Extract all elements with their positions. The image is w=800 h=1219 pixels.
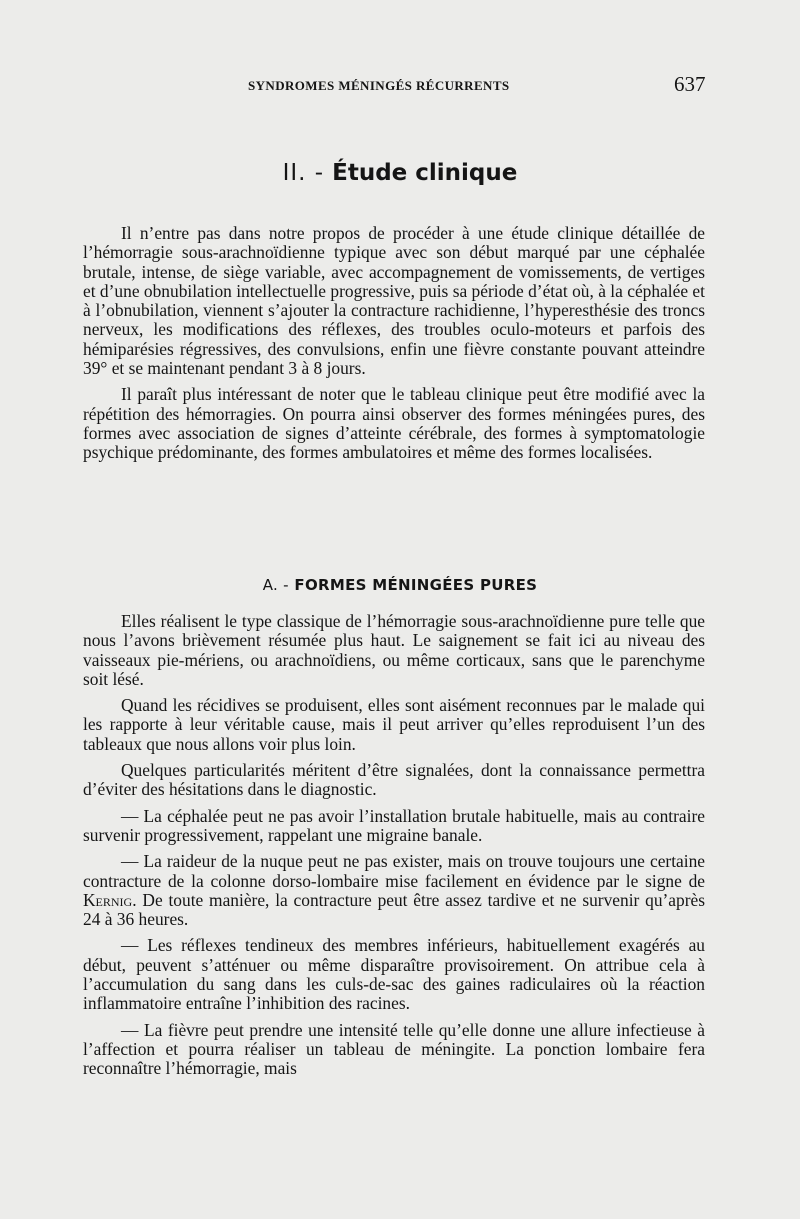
subsection-heading — [0, 576, 800, 594]
author-name: Kernig — [83, 889, 133, 910]
section-number: II. - — [282, 160, 325, 186]
subsection-letter: A. - — [262, 576, 289, 594]
paragraph: — La céphalée peut ne pas avoir l’installation brutale habituelle, mais au contraire survenir progressivement, rappelant une migraine banale. — [83, 805, 705, 845]
paragraph: — La fièvre peut prendre une intensité telle qu’elle donne une allure infectieuse à l’affection et pourra réaliser un tableau de méningite. La ponction lombaire fera reconnaître l’hémorragie, mais — [83, 1019, 705, 1079]
paragraph: Quelques particularités méritent d’être signalées, dont la connaissance permettra d’éviter des hésitations dans le diagnostic. — [83, 760, 705, 800]
paragraph — [83, 852, 705, 929]
running-head — [0, 72, 800, 96]
paragraph: Elles réalisent le type classique de l’hémorragie sous-arachnoïdienne pure telle que nous l’avons brièvement résumée plus haut. Le saignement se fait ici au niveau des vaisseaux pie-mériens, ou arachnoïdiens, ou même corticaux, sans que le parenchyme soit lésé. — [83, 611, 705, 689]
page-number: 637 — [674, 72, 706, 96]
subsection-title: FORMES MÉNINGÉES PURES — [294, 576, 538, 594]
subsection-text — [83, 612, 705, 1079]
text-run: — La raideur de la nuque peut ne pas exister, mais on trouve toujours une certaine contracture de la colonne dorso-lombaire mise facilement en évidence par le signe de — [83, 851, 705, 891]
intro-text — [83, 224, 705, 463]
paragraph: Il n’entre pas dans notre propos de procéder à une étude clinique détaillée de l’hémorragie sous-arachnoïdienne typique avec son début marqué par une céphalée brutale, intense, de siège variable, avec accompagnement de vomissements, de vertiges et d’une obnubilation intellectuelle progressive, puis sa période d’état où, à la céphalée et à l’obnubilation, viennent s’ajouter la contracture rachidienne, l’hyperesthésie des troncs nerveux, les modifications des réflexes, des troubles oculo-moteurs et parfois des hémiparésies régressives, des convulsions, enfin une fièvre constante pouvant atteindre 39° et se maintenant pendant 3 à 8 jours. — [83, 223, 705, 379]
running-title: SYNDROMES MÉNINGÉS RÉCURRENTS — [248, 78, 510, 93]
paragraph: Quand les récidives se produisent, elles sont aisément reconnues par le malade qui les rapporte à leur véritable cause, mais il peut arriver qu’elles reproduisent l’un des tableaux que nous allons voir plus loin. — [83, 695, 705, 754]
section-heading — [0, 160, 800, 186]
paragraph: — Les réflexes tendineux des membres inférieurs, habituellement exagérés au début, peuvent s’atténuer ou même disparaître provisoirement. On attribue cela à l’accumulation du sang dans les culs-de-sac des gaines radiculaires où la réaction inflammatoire entraîne l’inhibition des racines. — [83, 935, 705, 1014]
paragraph: Il paraît plus intéressant de noter que le tableau clinique peut être modifié avec la répétition des hémorragies. On pourra ainsi observer des formes méningées pures, des formes avec association de signes d’atteinte cérébrale, des formes à symptomatologie psychique prédominante, des formes ambulatoires et même des formes localisées. — [83, 384, 705, 463]
text-run: . De toute manière, la contracture peut être assez tardive et ne survenir qu’après 24 à 36 heures. — [83, 889, 705, 930]
section-title: Étude clinique — [332, 160, 518, 186]
